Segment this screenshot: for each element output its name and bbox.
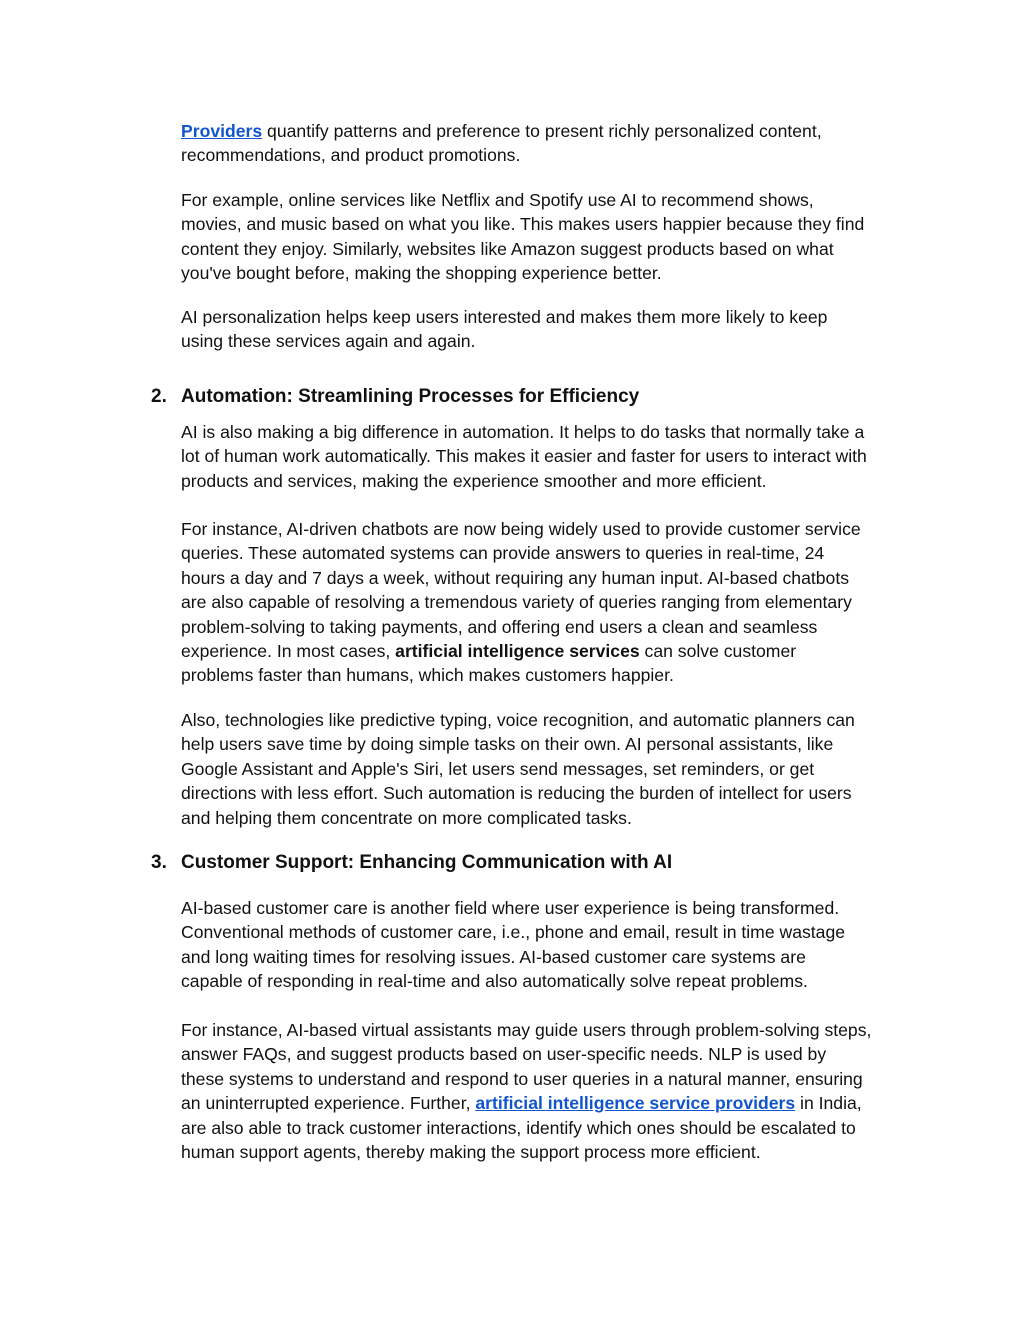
automation-chatbots-paragraph (181, 517, 916, 688)
paragraph-line: using these services again and again. (181, 331, 476, 352)
providers-link[interactable]: Providers (181, 121, 263, 141)
section-3-heading (151, 851, 672, 875)
paragraph-line: queries. These automated systems can provide answers to queries in real-time, 24 (181, 543, 825, 564)
intro-line-2: recommendations, and product promotions. (181, 145, 521, 166)
paragraph-line: you've bought before, making the shopping experience better. (181, 263, 662, 284)
paragraph-line: capable of responding in real-time and also automatically solve repeat problems. (181, 971, 808, 992)
paragraph-line: and helping them concentrate on more complicated tasks. (181, 807, 632, 828)
paragraph-line: AI personalization helps keep users interested and makes them more likely to keep (181, 307, 828, 327)
personalization-summary-paragraph (181, 305, 916, 354)
bold-phrase: artificial intelligence services (395, 640, 640, 661)
section-2-heading (151, 385, 639, 409)
paragraph-line: human support agents, thereby making the support process more efficient. (181, 1141, 761, 1162)
paragraph-line: answer FAQs, and suggest products based on user-specific needs. NLP is used by (181, 1044, 827, 1065)
automation-intro-paragraph (181, 420, 916, 493)
ai-service-providers-link[interactable]: artificial intelligence service providers (475, 1093, 796, 1114)
paragraph-line: problem-solving to taking payments, and offering end users a clean and seamless (181, 616, 818, 637)
paragraph-line: For example, online services like Netflix and Spotify use AI to recommend shows, (181, 190, 814, 210)
paragraph-line: are also able to track customer interactions, identify which ones should be escalated to (181, 1117, 856, 1138)
paragraph-line: AI is also making a big difference in automation. It helps to do tasks that normally take a (181, 422, 865, 442)
paragraph-line: help users save time by doing simple tasks on their own. AI personal assistants, like (181, 734, 834, 755)
paragraph-line: Google Assistant and Apple's Siri, let users send messages, set reminders, or get (181, 758, 815, 779)
paragraph-line: For instance, AI-based virtual assistants may guide users through problem-solving steps, (181, 1020, 872, 1040)
personalization-example-paragraph (181, 188, 916, 286)
paragraph-line (181, 639, 916, 663)
paragraph-line: problems faster than humans, which makes customers happier. (181, 665, 674, 686)
paragraph-line: movies, and music based on what you like. This makes users happier because they find (181, 214, 865, 235)
paragraph-line: products and services, making the experience smoother and more efficient. (181, 470, 767, 491)
paragraph-line: hours a day and 7 days a week, without requiring any human input. AI-based chatbots (181, 567, 850, 588)
paragraph-line: these systems to understand and respond to user queries in a natural manner, ensuring (181, 1068, 863, 1089)
paragraph-line: and long waiting times for resolving issues. AI-based customer care systems are (181, 946, 806, 967)
paragraph-line: AI-based customer care is another field where user experience is being transformed. (181, 898, 840, 918)
paragraph-line (181, 1091, 916, 1115)
paragraph-line: are also capable of resolving a tremendous variety of queries ranging from elementary (181, 592, 852, 613)
paragraph-line: directions with less effort. Such automation is reducing the burden of intellect for users (181, 783, 852, 804)
paragraph-line: lot of human work automatically. This makes it easier and faster for users to interact with (181, 446, 867, 467)
line-text: can solve customer (639, 640, 797, 661)
intro-line-1 (181, 119, 916, 143)
automation-assistants-paragraph (181, 708, 916, 830)
line-text: experience. In most cases, (181, 640, 396, 661)
line-text: in India, (795, 1093, 862, 1114)
virtual-assistants-paragraph (181, 1018, 916, 1164)
intro-line-1-text: quantify patterns and preference to present richly personalized content, (262, 121, 822, 141)
intro-paragraph (181, 119, 916, 168)
paragraph-line: Conventional methods of customer care, i.e., phone and email, result in time wastage (181, 922, 846, 943)
section-2-title: Automation: Streamlining Processes for Efficiency (181, 386, 640, 407)
paragraph-line: For instance, AI-driven chatbots are now being widely used to provide customer service (181, 519, 861, 539)
customer-care-paragraph (181, 896, 916, 994)
section-3-title: Customer Support: Enhancing Communication with AI (181, 852, 673, 873)
paragraph-line: content they enjoy. Similarly, websites like Amazon suggest products based on what (181, 238, 834, 259)
section-2-number: 2. (151, 386, 167, 407)
paragraph-line: Also, technologies like predictive typing, voice recognition, and automatic planners can (181, 710, 855, 730)
line-text: an uninterrupted experience. Further, (181, 1093, 476, 1114)
section-3-number: 3. (151, 852, 167, 873)
